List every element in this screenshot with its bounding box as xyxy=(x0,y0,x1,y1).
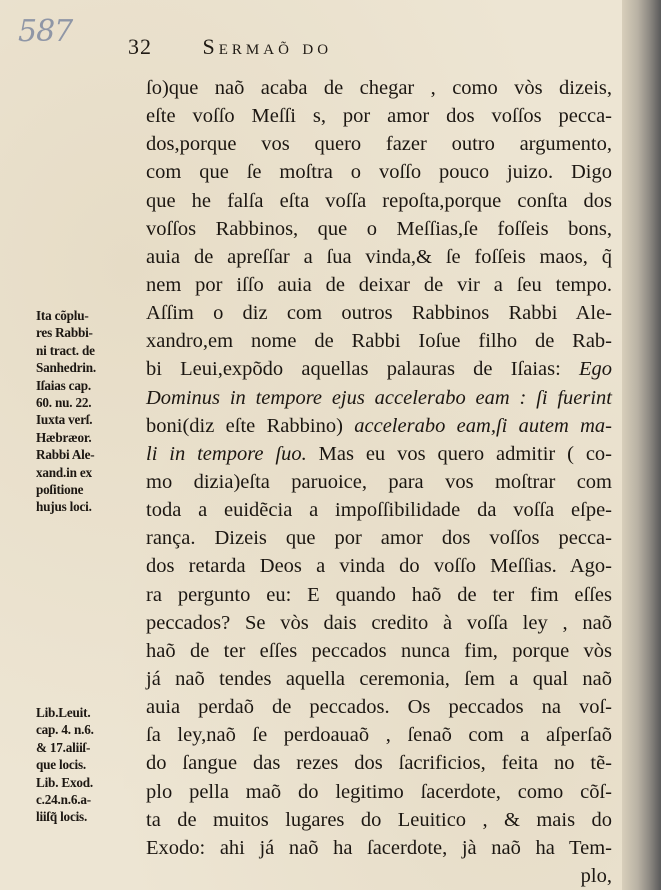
book-gutter xyxy=(622,0,661,890)
text-line: ſa ley,naõ ſe perdoauaõ , ſenaõ com a aſperſaõ xyxy=(146,724,612,747)
text-line: eſte voſſo Meſſi s, por amor dos voſſos pecca- xyxy=(146,105,612,128)
margin-note-line: Ita cõplu- xyxy=(36,308,89,323)
margin-note-line: c.24.n.6.a- xyxy=(36,792,91,808)
text-line: ta de muitos lugares do Leuitico , & mais do xyxy=(146,808,612,831)
margin-note-line: Hæbræor. xyxy=(36,429,92,445)
margin-note-line: Rabbi Ale- xyxy=(36,447,95,463)
margin-note-rabbinic-source xyxy=(36,307,144,516)
text-line: mo dizia)eſta paruoice, para vos moſtrar com xyxy=(146,470,612,493)
margin-note-line: xand.in ex xyxy=(36,464,92,480)
running-head xyxy=(128,34,332,60)
margin-note-line: que locis. xyxy=(36,757,87,773)
main-text-column xyxy=(146,74,612,890)
text-line: Exodo: ahi já naõ ha ſacerdote, jà naõ ha Tem- xyxy=(146,836,612,859)
margin-note-line: liiſq̃ locis. xyxy=(36,809,88,825)
text-line: nem por iſſo auia de deixar de vir a ſeu tempo. xyxy=(146,273,612,296)
text-line: plo pella maõ do legitimo ſacerdote, como cõſ- xyxy=(146,780,612,803)
text-line: ra pergunto eu: E quando haõ de ter fim eſſes xyxy=(146,583,612,606)
text-line: voſſos Rabbinos, que o Meſſias,ſe foſſeis bons, xyxy=(146,217,612,240)
margin-note-line: cap. 4. n.6. xyxy=(36,722,94,738)
text-line: bi Leui,expõdo aquellas palauras de Iſaias: Ego xyxy=(146,358,612,381)
text-line: do ſangue das rezes dos ſacrificios, feita no tẽ- xyxy=(146,752,612,775)
margin-note-line: hujus loci. xyxy=(36,499,92,515)
text-line: com que ſe moſtra o voſſo pouco juizo. Digo xyxy=(146,161,612,184)
margin-note-line: Iſaias cap. xyxy=(36,377,91,393)
folio-number: 32 xyxy=(128,34,152,59)
text-line: peccados? Se vòs dais credito à voſſa ley , naõ xyxy=(146,611,612,634)
margin-note-line: poſitione xyxy=(36,482,84,498)
text-line: auia perdaõ de peccados. Os peccados na voſ- xyxy=(146,696,612,719)
text-line: Aſſim o diz com outros Rabbinos Rabbi Ale- xyxy=(146,302,612,325)
running-title: Sermaõ do xyxy=(202,34,333,59)
text-line: haõ de ter eſſes peccados nunca fim, porque vòs xyxy=(146,639,612,662)
margin-note-line: Iuxta verſ. xyxy=(36,412,93,428)
text-line: que he falſa eſta voſſa repoſta,porque conſta dos xyxy=(146,189,612,212)
margin-note-line: res Rabbi- xyxy=(36,325,93,341)
text-line: dos,porque vos quero fazer outro argumento, xyxy=(146,133,612,156)
text-line: ſo)que naõ acaba de chegar , como vòs dizeis, xyxy=(146,77,612,99)
text-line: dos retarda Deos a vinda do voſſo Meſſias. Ago- xyxy=(146,555,612,578)
text-line: boni(diz eſte Rabbino) accelerabo eam,ſi autem ma- xyxy=(146,414,613,437)
text-line: plo, xyxy=(580,864,612,887)
margin-note-line: & 17.aliiſ- xyxy=(36,739,91,755)
text-line: xandro,em nome de Rabbi Ioſue filho de Rab- xyxy=(146,330,612,353)
text-line: toda a euidẽcia a impoſſibilidade da voſſa eſpe- xyxy=(146,499,612,522)
text-line: rança. Dizeis que por amor dos voſſos pecca- xyxy=(146,527,612,550)
margin-note-line: Lib. Exod. xyxy=(36,774,94,790)
text-line: li in tempore ſuo. Mas eu vos quero admitir ( co- xyxy=(146,442,612,465)
margin-note-line: Lib.Leuit. xyxy=(36,705,91,720)
margin-note-line: ni tract. de xyxy=(36,342,95,358)
text-line: auia de apreſſar a ſua vinda,& ſe foſſeis maos, q̃ xyxy=(146,245,612,268)
handwritten-page-number: 587 xyxy=(18,14,73,49)
margin-note-scripture-refs xyxy=(36,704,144,826)
text-line: Dominus in tempore ejus accelerabo eam : ſi fuerint xyxy=(146,386,612,409)
margin-note-line: Sanhedrin. xyxy=(36,360,96,376)
text-line: já naõ tendes aquella ceremonia, ſem a qual naõ xyxy=(146,667,612,690)
margin-note-line: 60. nu. 22. xyxy=(36,395,92,411)
